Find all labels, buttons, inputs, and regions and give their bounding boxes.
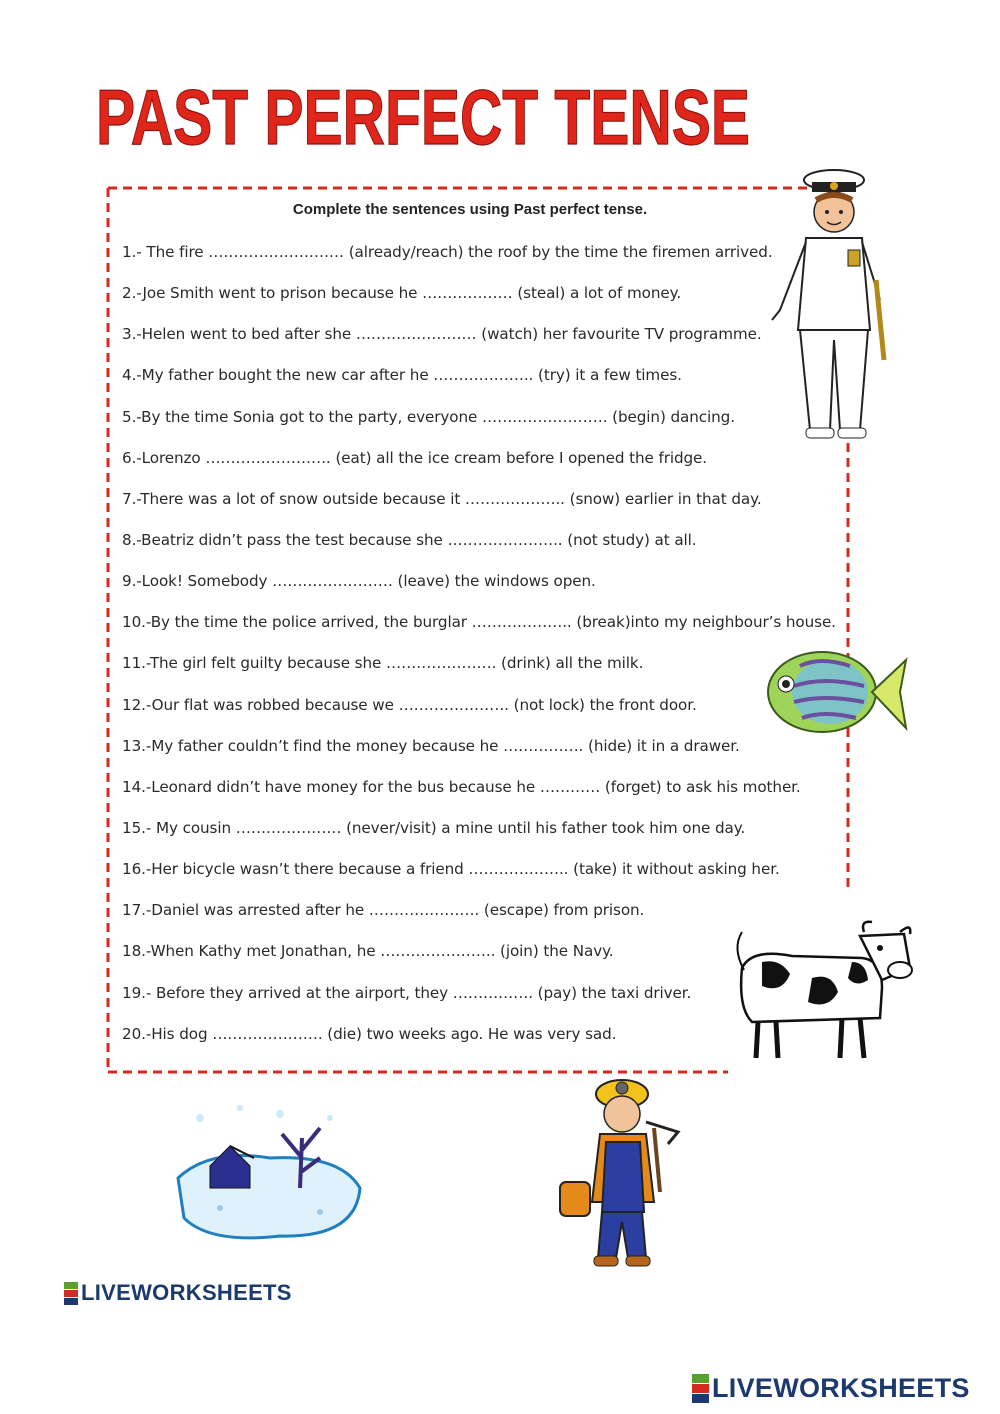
sentence-item: 3.-Helen went to bed after she …………………… (watch) her favourite TV programme. — [122, 325, 762, 344]
logo-mark-icon — [692, 1374, 709, 1404]
instruction-text: Complete the sentences using Past perfect tense. — [292, 201, 648, 218]
sentence-item: 19.- Before they arrived at the airport, they ……………. (pay) the taxi driver. — [122, 983, 692, 1002]
title-text: PAST PERFECT TENSE — [96, 73, 750, 161]
worksheet-title — [96, 73, 776, 161]
sentence-item: 12.-Our flat was robbed because we …………………. (not lock) the front door. — [122, 695, 697, 714]
miner-illustration — [550, 1072, 690, 1268]
sentence-item: 18.-When Kathy met Jonathan, he ………………….. (join) the Navy. — [122, 942, 614, 961]
fish-illustration — [760, 636, 910, 746]
exercise-list — [122, 241, 836, 1064]
sentence-item: 6.-Lorenzo ……………………. (eat) all the ice cream before I opened the fridge. — [122, 448, 708, 467]
snow-scene-illustration — [170, 1088, 370, 1248]
sentence-item: 20.-His dog …………………. (die) two weeks ago. He was very sad. — [122, 1024, 617, 1043]
sentence-item: 4.-My father bought the new car after he ……………….. (try) it a few times. — [122, 366, 682, 385]
cow-illustration — [732, 918, 922, 1068]
sentence-item: 14.-Leonard didn’t have money for the bus because he ………… (forget) to ask his mother. — [122, 777, 801, 796]
sentence-item: 7.-There was a lot of snow outside because it ……………….. (snow) earlier in that day. — [122, 489, 762, 508]
sentence-item: 17.-Daniel was arrested after he …………………. (escape) from prison. — [122, 901, 645, 920]
logo-text: LIVEWORKSHEETS — [81, 1280, 292, 1305]
logo-mark-icon — [64, 1281, 78, 1305]
sentence-item: 9.-Look! Somebody …………………… (leave) the windows open. — [122, 572, 596, 591]
sentence-item: 1.- The fire ……………………… (already/reach) the roof by the time the firemen arrived. — [122, 243, 773, 261]
sentence-item: 10.-By the time the police arrived, the burglar ……………….. (break)into my neighbour’s house. — [122, 613, 836, 632]
liveworksheets-logo-top — [64, 1280, 292, 1306]
sentence-item: 15.- My cousin ………………… (never/visit) a mine until his father took him one day. — [122, 818, 746, 837]
logo-text: LIVEWORKSHEETS — [712, 1373, 970, 1403]
sentence-item: 5.-By the time Sonia got to the party, everyone ……………………. (begin) dancing. — [122, 407, 735, 426]
liveworksheets-logo-bottom[interactable] — [692, 1373, 970, 1404]
sentence-item: 13.-My father couldn’t find the money because he ……………. (hide) it in a drawer. — [122, 736, 740, 755]
sentence-item: 11.-The girl felt guilty because she …………………. (drink) all the milk. — [122, 654, 644, 673]
sentence-item: 2.-Joe Smith went to prison because he ……………… (steal) a lot of money. — [122, 284, 682, 303]
sentence-item: 8.-Beatriz didn’t pass the test because she ………………….. (not study) at all. — [122, 530, 697, 549]
sentence-item: 16.-Her bicycle wasn’t there because a friend ……………….. (take) it without asking her. — [122, 860, 780, 879]
sailor-illustration — [752, 160, 912, 450]
